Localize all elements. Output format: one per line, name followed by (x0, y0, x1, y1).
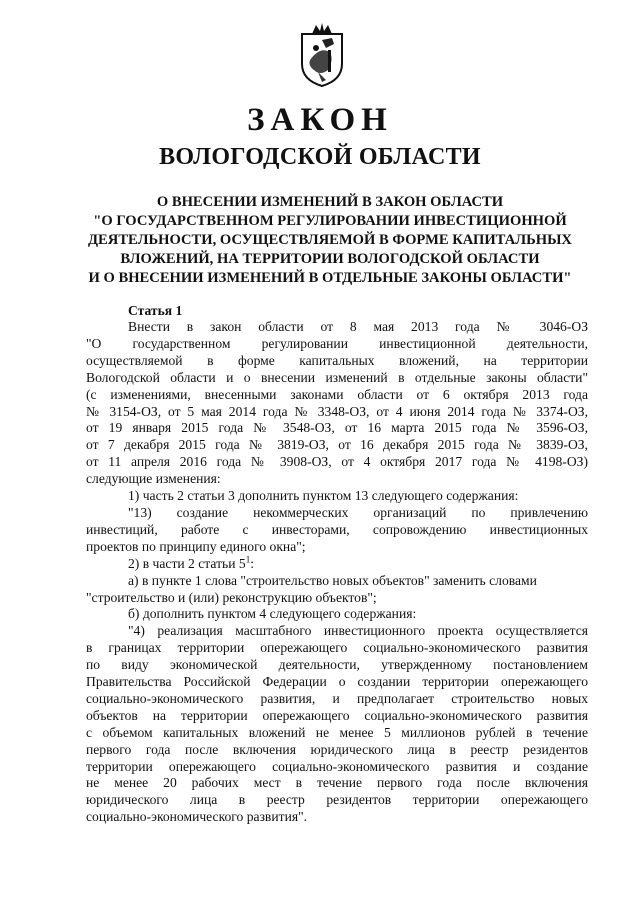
text-line: от 7 декабря 2015 года № 3819-ОЗ, от 16 декабря 2015 года № 3839-ОЗ, (86, 437, 588, 453)
text-line: а) в пункте 1 слова "строительство новых объектов" заменить словами (128, 572, 537, 588)
text-line: объектов на территории опережающего социально-экономического развития (86, 707, 588, 723)
text-line: следующие изменения: (86, 471, 221, 487)
text-line: "О государственном регулировании инвестиционной деятельности, (86, 335, 588, 351)
subject-line: И О ВНЕСЕНИИ ИЗМЕНЕНИЙ В ОТДЕЛЬНЫЕ ЗАКОНЫ ОБЛАСТИ" (88, 270, 572, 286)
coat-of-arms-emblem (298, 22, 346, 88)
text-line: от 19 января 2015 года № 3548-ОЗ, от 16 марта 2015 года № 3596-ОЗ, (86, 420, 588, 436)
subject-line: ВЛОЖЕНИЙ, НА ТЕРРИТОРИИ ВОЛОГОДСКОЙ ОБЛАСТИ (120, 251, 540, 267)
text-line: № 3154-ОЗ, от 5 мая 2014 года № 3348-ОЗ, от 4 июня 2014 года № 3374-ОЗ, (86, 403, 588, 419)
law-title: ЗАКОН (247, 102, 393, 138)
text-line: не менее 20 рабочих мест в течение первого года после включения (86, 775, 588, 791)
text-line: проектов по принципу единого окна"; (86, 538, 306, 554)
text-line: (с изменениями, внесенными законами области от 6 октября 2013 года (86, 386, 588, 402)
text-line: первого года после включения юридического лица в реестр резидентов (86, 741, 588, 757)
subject-line: "О ГОСУДАРСТВЕННОМ РЕГУЛИРОВАНИИ ИНВЕСТИЦИОННОЙ (93, 213, 567, 229)
article-body (86, 302, 588, 826)
text-line: "13) создание некоммерческих организаций по привлечению (128, 504, 588, 520)
text-line: в границах территории опережающего социально-экономического развития (86, 640, 588, 656)
text-line: от 11 апреля 2016 года № 3908-ОЗ, от 4 октября 2017 года № 4198-ОЗ) (86, 454, 588, 470)
text-line: юридического лица в реестр резидентов территории опережающего (86, 792, 588, 808)
superscript-mark: 1 (245, 554, 251, 565)
article-heading: Статья 1 (128, 303, 183, 318)
region-title: ВОЛОГОДСКОЙ ОБЛАСТИ (159, 144, 481, 170)
text-line (86, 556, 588, 573)
text-line: "4) реализация масштабного инвестиционного проекта осуществляется (128, 623, 588, 639)
text-line: социально-экономического развития". (86, 809, 308, 825)
text-line: инвестиций, работе с инвесторами, сопровождению инвестиционных (86, 521, 588, 537)
text-line: б) дополнить пунктом 4 следующего содержания: (128, 606, 417, 622)
text-line: Правительства Российской Федерации о создании территории опережающего (86, 674, 588, 690)
subject-line: О ВНЕСЕНИИ ИЗМЕНЕНИЙ В ЗАКОН ОБЛАСТИ (156, 194, 504, 210)
subject-line: ДЕЯТЕЛЬНОСТИ, ОСУЩЕСТВЛЯЕМОЙ В ФОРМЕ КАПИТАЛЬНЫХ (88, 232, 572, 248)
text-fragment: 2) в части 2 статьи 5 (128, 555, 246, 571)
text-line: "строительство и (или) реконструкцию объектов"; (86, 589, 377, 605)
text-line: осуществляемой в форме капитальных вложений, на территории (86, 352, 588, 368)
text-line: с объемом капитальных вложений не менее 5 миллионов рублей в течение (86, 724, 588, 740)
law-subject (80, 193, 580, 288)
text-fragment: : (250, 555, 254, 571)
text-line: по виду экономической деятельности, утвержденному постановлением (86, 657, 588, 673)
text-line: 1) часть 2 статьи 3 дополнить пунктом 13 следующего содержания: (128, 488, 519, 504)
text-line: Внести в закон области от 8 мая 2013 года № 3046-ОЗ (128, 319, 588, 334)
text-line: социально-экономического развития, и предполагает строительство новых (86, 690, 588, 706)
text-line: Вологодской области и о внесении изменений в отдельные законы области" (86, 369, 588, 385)
text-line: территории опережающего социально-экономического развития и создание (86, 758, 588, 774)
